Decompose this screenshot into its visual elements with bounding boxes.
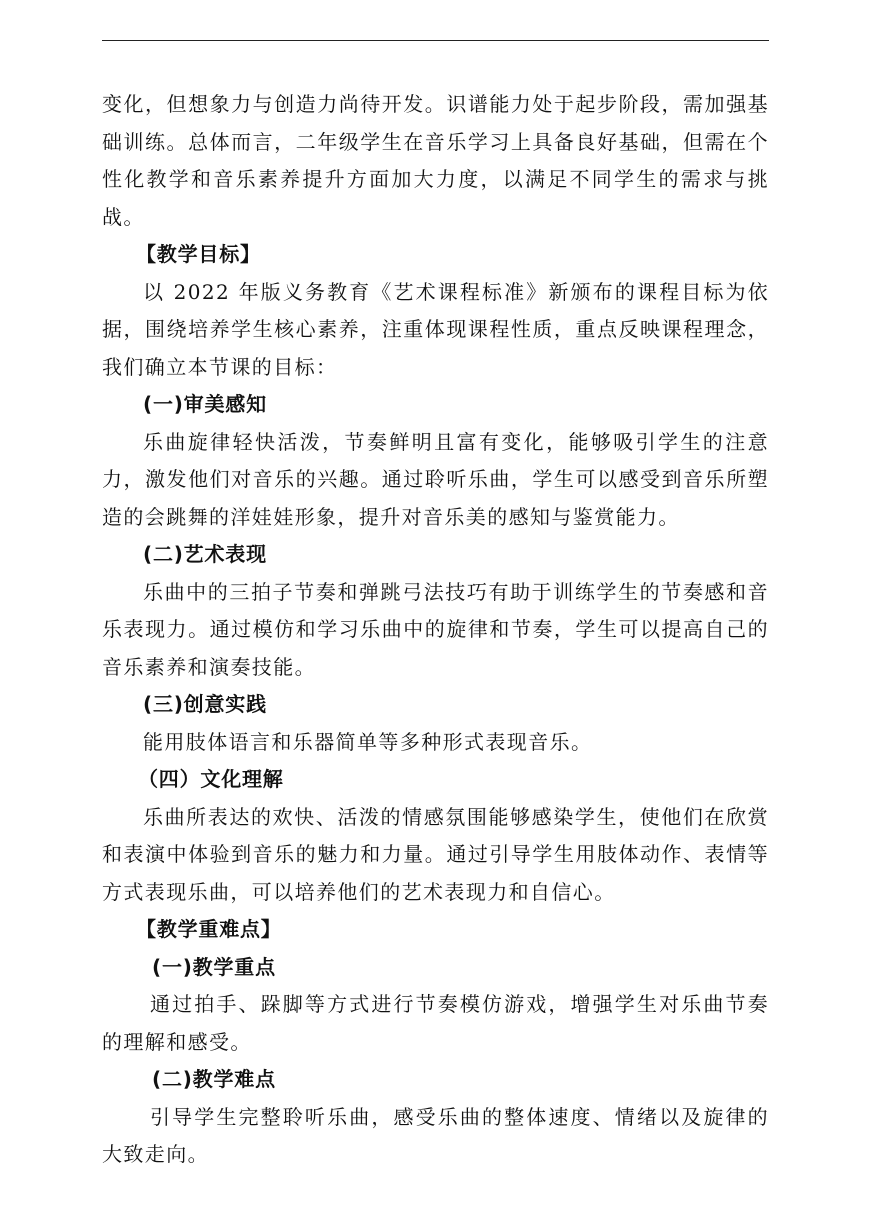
document-body	[102, 86, 769, 1174]
paragraph-artistic-expression: 乐曲中的三拍子节奏和弹跳弓法技巧有助于训练学生的节奏感和音乐表现力。通过模仿和学习乐曲中的旋律和节奏，学生可以提高自己的音乐素养和演奏技能。	[102, 579, 769, 679]
subheading-artistic-expression: (二)艺术表现	[143, 542, 267, 566]
paragraph-teaching-focus: 通过拍手、跺脚等方式进行节奏模仿游戏，增强学生对乐曲节奏的理解和感受。	[102, 992, 769, 1054]
paragraph-creative-practice: 能用肢体语言和乐器简单等多种形式表现音乐。	[143, 729, 593, 754]
paragraph-goals-intro: 以 2022 年版义务教育《艺术课程标准》新颁布的课程目标为依据，围绕培养学生核心素养，注重体现课程性质，重点反映课程理念，我们确立本节课的目标：	[102, 279, 769, 379]
paragraph-aesthetic-perception: 乐曲旋律轻快活泼，节奏鲜明且富有变化，能够吸引学生的注意力，激发他们对音乐的兴趣。通过聆听乐曲，学生可以感受到音乐所塑造的会跳舞的洋娃娃形象，提升对音乐美的感知与鉴赏能力。	[102, 429, 769, 529]
paragraph-continuation: 变化，但想象力与创造力尚待开发。识谱能力处于起步阶段，需加强基础训练。总体而言，二年级学生在音乐学习上具备良好基础，但需在个性化教学和音乐素养提升方面加大力度，以满足不同学生的需求与挑战。	[102, 92, 769, 229]
paragraph-teaching-difficulty: 引导学生完整聆听乐曲，感受乐曲的整体速度、情绪以及旋律的大致走向。	[102, 1104, 769, 1166]
header-rule	[102, 40, 769, 41]
subheading-cultural-understanding: （四）文化理解	[138, 767, 284, 791]
subheading-creative-practice: (三)创意实践	[143, 692, 267, 716]
paragraph-cultural-understanding: 乐曲所表达的欢快、活泼的情感氛围能够感染学生，使他们在欣赏和表演中体验到音乐的魅力和力量。通过引导学生用肢体动作、表情等方式表现乐曲，可以培养他们的艺术表现力和自信心。	[102, 804, 769, 904]
subheading-teaching-focus: (一)教学重点	[152, 954, 276, 979]
section-heading-key-difficult-points: 【教学重难点】	[136, 917, 282, 941]
subheading-teaching-difficulty: (二)教学难点	[152, 1067, 276, 1091]
subheading-aesthetic-perception: (一)审美感知	[143, 392, 267, 416]
section-heading-teaching-goals: 【教学目标】	[136, 242, 261, 266]
